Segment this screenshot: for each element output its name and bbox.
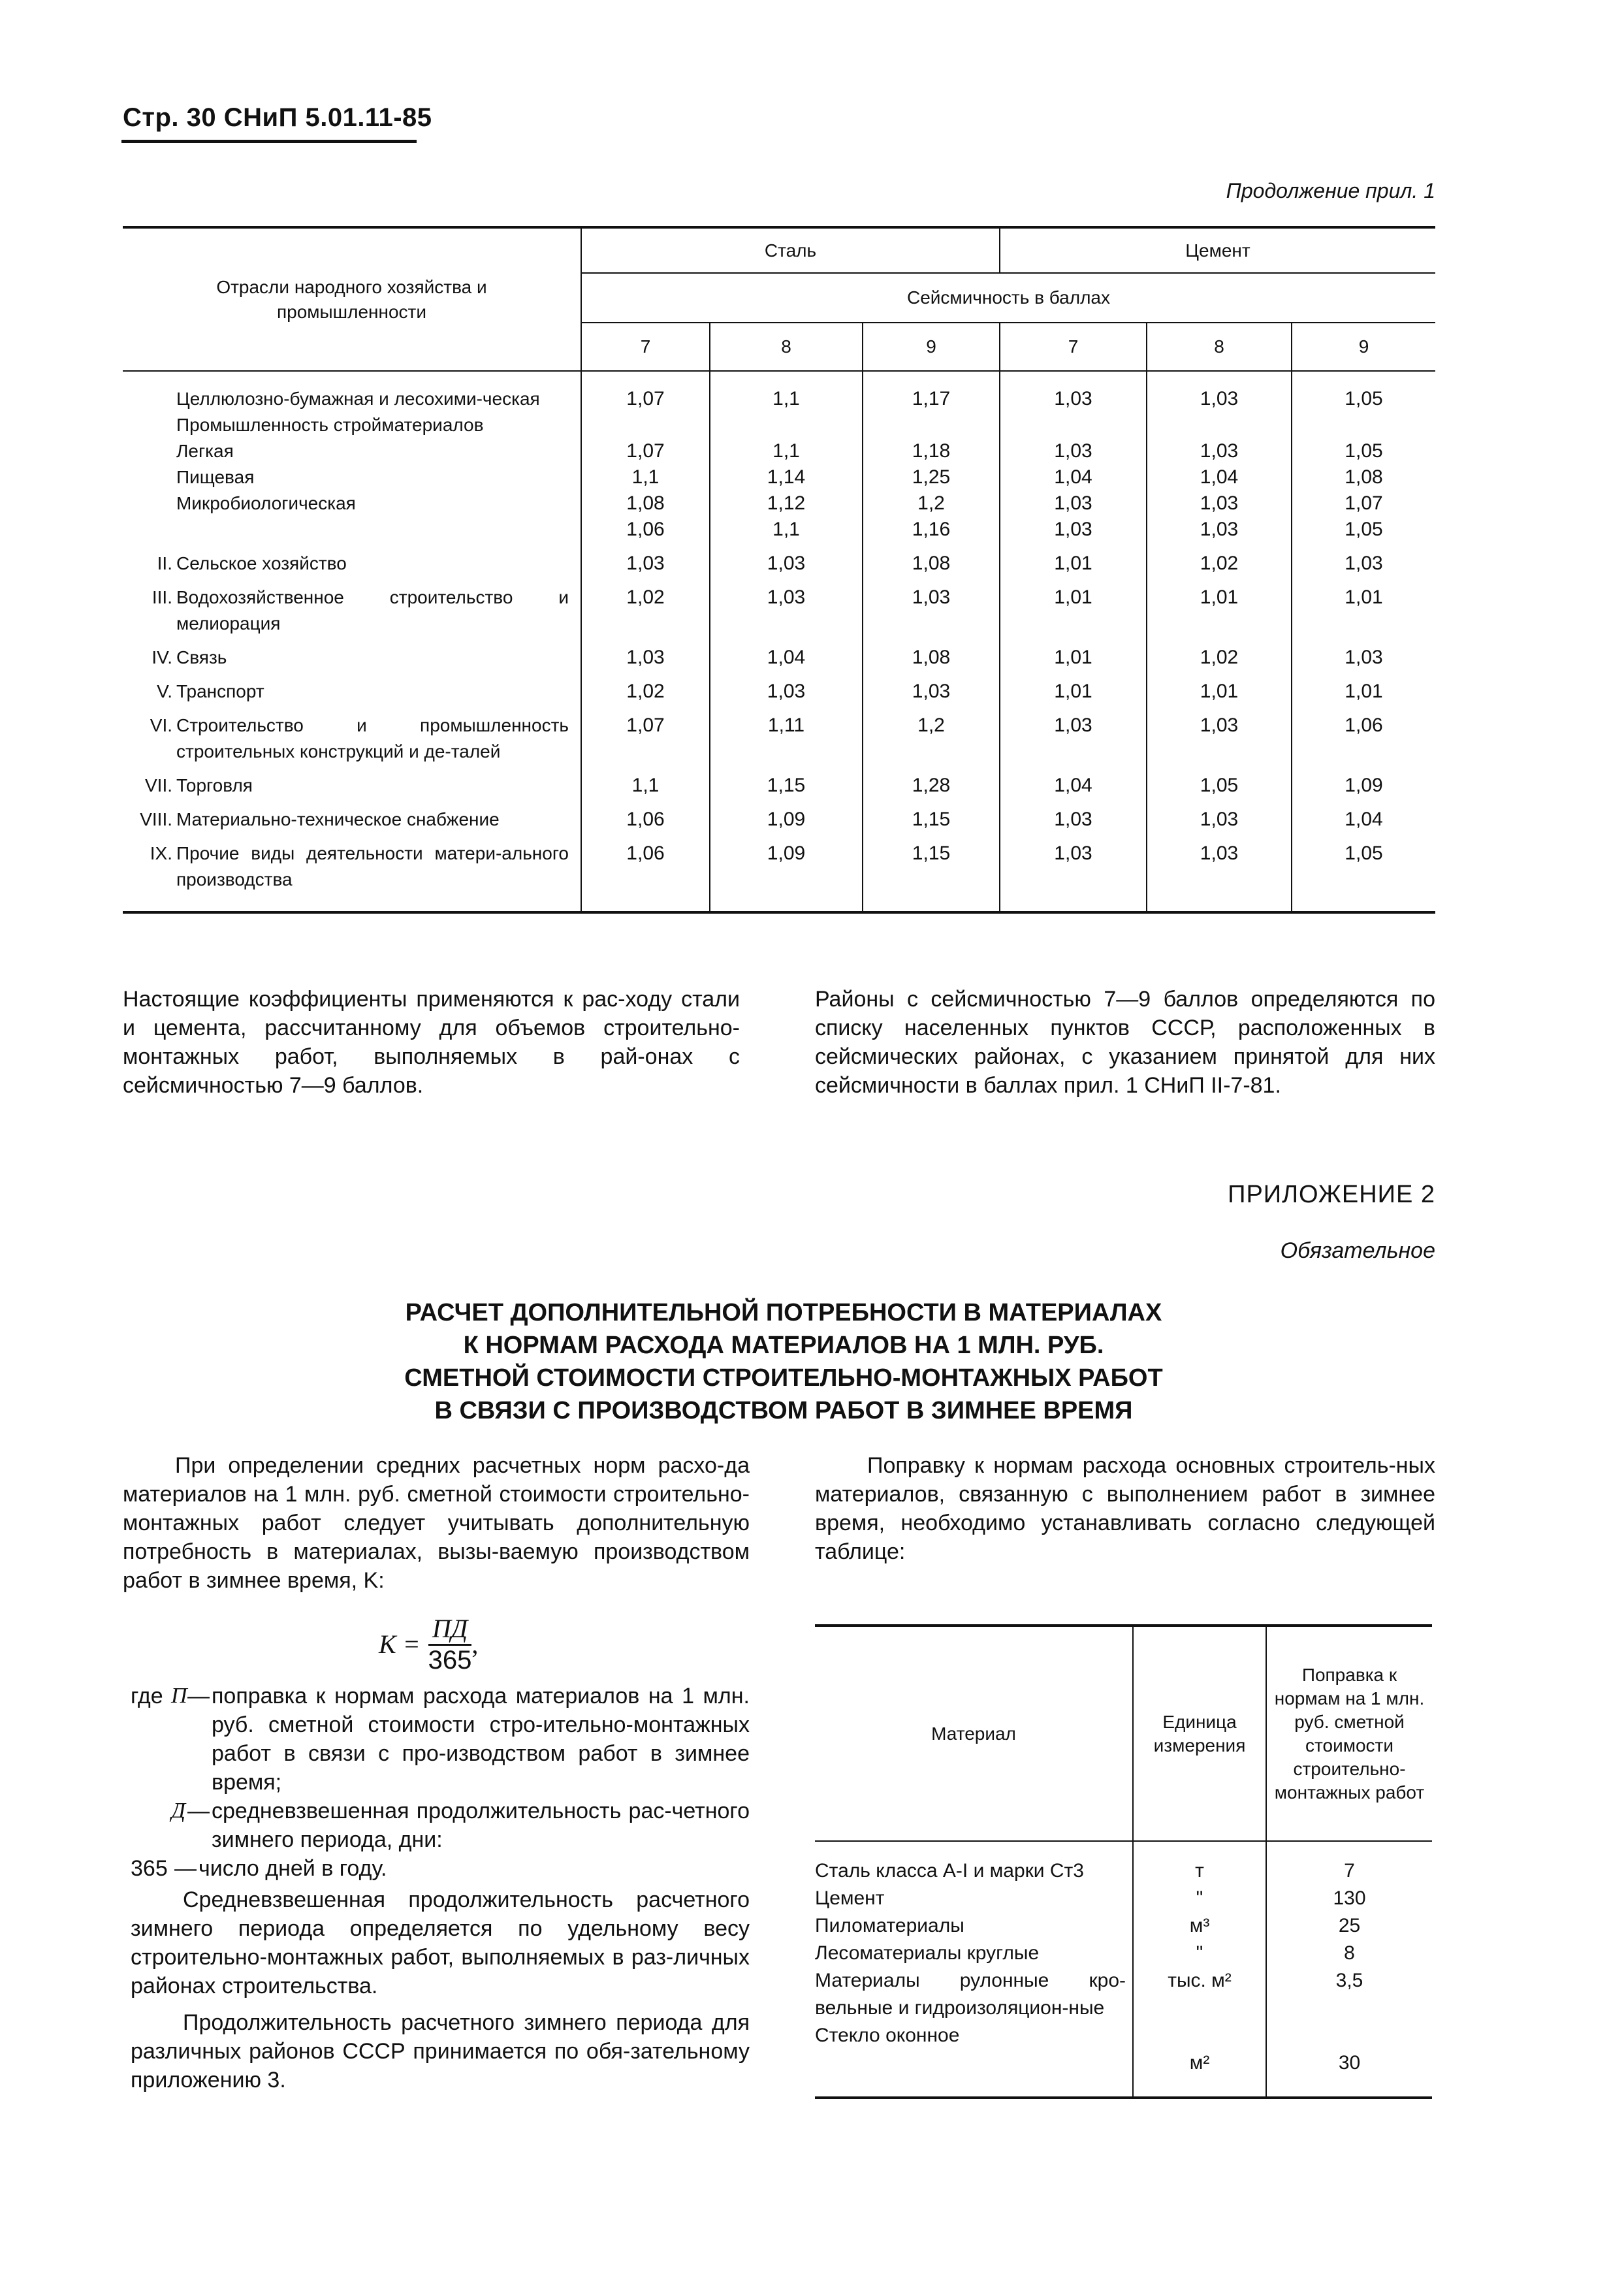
value-cell: 1,03: [1292, 637, 1435, 671]
value-cell: 1,09: [710, 833, 863, 912]
value-cell: 1,03 1,03 1,04 1,03 1,03: [1147, 371, 1292, 543]
branch-item: [123, 773, 581, 799]
branch-subitem: Пищевая: [176, 467, 255, 487]
note-right: Районы с сейсмичностью 7—9 баллов определяются по списку населенных пунктов СССР, расположенных в сейсмических районах, с указанием принятой для них сейсмичности в баллах прил. 1 СНиП II-7-81.: [815, 987, 1435, 1098]
value-cell: 1,2: [863, 705, 1000, 765]
formula-denominator: 365: [428, 1646, 472, 1675]
value-cell: 1,15: [863, 833, 1000, 912]
branch-number: IV.: [151, 647, 172, 667]
def-text: число дней в году.: [199, 1856, 387, 1881]
unit-cell: т " м³ " тыс. м² м²: [1133, 1841, 1266, 2098]
table-row: [123, 371, 1435, 543]
branch-subitem: Целлюлозно-бумажная и лесохими-ческая: [176, 389, 540, 409]
def-symbol: Д: [171, 1799, 185, 1823]
value-cell: 1,04: [710, 637, 863, 671]
continuation-note: Продолжение прил. 1: [1226, 179, 1435, 202]
value-cell: 1,1: [581, 765, 710, 799]
value-cell: 1,15: [863, 799, 1000, 833]
table-row: [123, 577, 1435, 637]
def-text: средневзвешенная продолжительность рас-четного зимнего периода, дни:: [212, 1799, 750, 1852]
branch-cell: [123, 799, 581, 833]
table-row: [123, 671, 1435, 705]
seismic-col-steel-7: 7: [581, 323, 710, 371]
branch-number: V.: [157, 681, 172, 701]
value-cell: 1,03: [710, 543, 863, 577]
appendix-label: ПРИЛОЖЕНИЕ 2: [1228, 1181, 1435, 1208]
branch-cell: [123, 577, 581, 637]
branch-column-header: Отрасли народного хозяйства и промышленности: [123, 227, 581, 371]
table-row: [123, 799, 1435, 833]
note-left: Настоящие коэффициенты применяются к рас-ходу стали и цемента, рассчитанному для объемов строительно-монтажных работ, выполняемых в рай-онах с сейсмичностью 7—9 баллов.: [123, 987, 740, 1098]
value-cell: 1,06: [581, 833, 710, 912]
correction-column-header: Поправка к нормам на 1 млн. руб. сметной стоимости строительно-монтажных работ: [1266, 1626, 1432, 1841]
def-symbol: 365: [131, 1856, 168, 1881]
branch-number: VIII.: [140, 809, 172, 829]
branch-cell: [123, 671, 581, 705]
title-line: В СВЯЗИ С ПРОИЗВОДСТВОМ РАБОТ В ЗИМНЕЕ ВРЕМЯ: [434, 1397, 1133, 1424]
value-cell: 1,03: [1000, 705, 1147, 765]
branch-item: [123, 585, 581, 637]
definition-p: где П — поправка к нормам расхода материалов на 1 млн. руб. сметной стоимости стро-ительно-монтажных работ в связи с про-изводством работ в зимнее время;: [131, 1682, 750, 1797]
value-cell: 1,05: [1147, 765, 1292, 799]
table-row: [123, 705, 1435, 765]
branch-number: II.: [157, 553, 172, 573]
value-cell: 1,02: [581, 671, 710, 705]
branch-number: VII.: [144, 775, 172, 795]
paragraph-duration-reference: Продолжительность расчетного зимнего периода для различных районов СССР принимается по обя-зательному приложению 3.: [131, 2010, 750, 2093]
value-cell: 1,15: [710, 765, 863, 799]
value-cell: 1,01: [1292, 671, 1435, 705]
branch-label: Транспорт: [176, 681, 264, 701]
branch-label: Материально-техническое снабжение: [176, 809, 500, 829]
unit-column-header: Единица измерения: [1133, 1626, 1266, 1841]
value-cell: 1,03: [581, 637, 710, 671]
formula-trail: ,: [471, 1629, 479, 1659]
appendix-title: [281, 1296, 1286, 1427]
appendix-status: Обязательное: [1280, 1238, 1435, 1263]
definition-365: 365 — число дней в году.: [131, 1854, 750, 1883]
formula-numerator: ПД: [428, 1613, 471, 1646]
formula-fraction: [428, 1613, 472, 1675]
value-cell: 1,09: [710, 799, 863, 833]
paragraph-weighted-duration: Средневзвешенная продолжительность расчетного зимнего периода определяется по удельному весу строительно-монтажных работ, выполняемых в раз-личных районах строительства.: [131, 1887, 750, 1998]
value-cell: 1,03: [863, 671, 1000, 705]
branch-subitem: Микробиологическая: [176, 493, 356, 513]
correction-cell: 7 130 25 8 3,5 30: [1266, 1841, 1432, 2098]
value-cell: 1,06: [581, 799, 710, 833]
value-cell: 1,1 1,1 1,14 1,12 1,1: [710, 371, 863, 543]
table-row: [123, 833, 1435, 912]
value-cell: 1,28: [863, 765, 1000, 799]
value-cell: 1,04: [1000, 765, 1147, 799]
def-text: поправка к нормам расхода материалов на 1 млн. руб. сметной стоимости стро-ительно-монтажных работ в связи с про-изводством работ в зимнее время;: [212, 1684, 750, 1795]
branch-cell: [123, 833, 581, 912]
value-cell: 1,17 1,18 1,25 1,2 1,16: [863, 371, 1000, 543]
title-line: РАСЧЕТ ДОПОЛНИТЕЛЬНОЙ ПОТРЕБНОСТИ В МАТЕРИАЛАХ: [405, 1299, 1162, 1326]
value-cell: 1,03: [1000, 833, 1147, 912]
value-cell: 1,03: [1147, 833, 1292, 912]
branch-item: [123, 679, 581, 705]
value-cell: 1,03: [1000, 799, 1147, 833]
value-cell: 1,03 1,03 1,04 1,03 1,03: [1000, 371, 1147, 543]
seismic-col-cement-9: 9: [1292, 323, 1435, 371]
branch-subitem: Легкая: [176, 441, 234, 461]
value-cell: 1,05 1,05 1,08 1,07 1,05: [1292, 371, 1435, 543]
value-cell: 1,01: [1000, 671, 1147, 705]
def-symbol: П: [171, 1684, 187, 1708]
def-prefix: [131, 1797, 171, 1854]
value-cell: 1,08: [863, 543, 1000, 577]
branch-cell: [123, 637, 581, 671]
value-cell: 1,03: [1292, 543, 1435, 577]
value-cell: 1,05: [1292, 833, 1435, 912]
value-cell: 1,03: [710, 671, 863, 705]
value-cell: 1,04: [1292, 799, 1435, 833]
definitions: [131, 1682, 750, 2094]
table-row: [123, 637, 1435, 671]
cement-group-header: Цемент: [1000, 227, 1435, 273]
value-cell: 1,01: [1147, 671, 1292, 705]
formula: [379, 1613, 478, 1675]
branch-number: VI.: [150, 715, 172, 735]
table-row: [123, 543, 1435, 577]
branch-item: [123, 807, 581, 833]
seismic-col-cement-7: 7: [1000, 323, 1147, 371]
branch-label: Торговля: [176, 775, 253, 795]
table-row: [123, 765, 1435, 799]
table2-intro: Поправку к нормам расхода основных строитель-ных материалов, связанную с выполнением работ в зимнее время, необходимо устанавливать согласно следующей таблице:: [815, 1453, 1435, 1564]
value-cell: 1,03: [710, 577, 863, 637]
value-cell: 1,02: [1147, 543, 1292, 577]
page-header: Стр. 30 СНиП 5.01.11-85: [123, 103, 432, 132]
branch-item: [123, 551, 581, 577]
value-cell: 1,03: [581, 543, 710, 577]
header-underline: [121, 140, 417, 143]
branch-item: [123, 841, 581, 893]
branch-item: [123, 645, 581, 671]
value-cell: 1,01: [1147, 577, 1292, 637]
branch-label: Строительство и промышленность строительных конструкций и де-талей: [176, 715, 569, 762]
title-line: К НОРМАМ РАСХОДА МАТЕРИАЛОВ НА 1 МЛН. РУБ.: [463, 1332, 1104, 1359]
branch-label: Сельское хозяйство: [176, 553, 347, 573]
value-cell: 1,02: [581, 577, 710, 637]
value-cell: 1,01: [1000, 543, 1147, 577]
value-cell: 1,03: [1147, 799, 1292, 833]
material-cell: Сталь класса А-I и марки Ст3 Цемент Пиломатериалы Лесоматериалы круглые Материалы рулонные кро-вельные и гидроизоляцион-ные Стекло оконное: [815, 1841, 1133, 2098]
value-cell: 1,01: [1000, 577, 1147, 637]
value-cell: 1,03: [863, 577, 1000, 637]
steel-group-header: Сталь: [581, 227, 1000, 273]
value-cell: 1,06: [1292, 705, 1435, 765]
branch-label: Связь: [176, 647, 227, 667]
branch-cell: [123, 705, 581, 765]
branch-number: III.: [151, 587, 172, 607]
value-cell: 1,07: [581, 705, 710, 765]
branch-cell: [123, 543, 581, 577]
seismic-col-steel-8: 8: [710, 323, 863, 371]
material-column-header: Материал: [815, 1626, 1133, 1841]
def-prefix: где: [131, 1684, 163, 1708]
seismic-col-cement-8: 8: [1147, 323, 1292, 371]
winter-correction-table: [815, 1624, 1432, 2099]
value-cell: 1,03: [1147, 705, 1292, 765]
seismic-col-steel-9: 9: [863, 323, 1000, 371]
branch-cell: [123, 765, 581, 799]
value-cell: 1,02: [1147, 637, 1292, 671]
value-cell: 1,09: [1292, 765, 1435, 799]
formula-lhs: K =: [379, 1629, 421, 1659]
branch-item: [123, 713, 581, 765]
branch-cell: [123, 371, 581, 543]
value-cell: 1,01: [1000, 637, 1147, 671]
title-line: СМЕТНОЙ СТОИМОСТИ СТРОИТЕЛЬНО-МОНТАЖНЫХ РАБОТ: [404, 1364, 1163, 1392]
branch-label: Прочие виды деятельности матери-ального производства: [176, 843, 569, 890]
value-cell: 1,11: [710, 705, 863, 765]
value-cell: 1,08: [863, 637, 1000, 671]
seismic-header: Сейсмичность в баллах: [581, 273, 1435, 323]
seismic-coefficients-table: [123, 226, 1435, 914]
branch-subitem: Промышленность стройматериалов: [176, 415, 484, 435]
value-cell: 1,07 1,07 1,1 1,08 1,06: [581, 371, 710, 543]
intro-paragraph: При определении средних расчетных норм расхо-да материалов на 1 млн. руб. сметной стоимости строительно-монтажных работ следует учитывать дополнительную потребность в материалах, вызы-ваемую производством работ в зимнее время, K:: [123, 1453, 750, 1593]
branch-label: Водохозяйственное строительство и мелиорация: [176, 587, 569, 633]
definition-d: Д — средневзвешенная продолжительность рас-четного зимнего периода, дни:: [131, 1797, 750, 1854]
branch-number: IX.: [150, 843, 172, 863]
value-cell: 1,01: [1292, 577, 1435, 637]
